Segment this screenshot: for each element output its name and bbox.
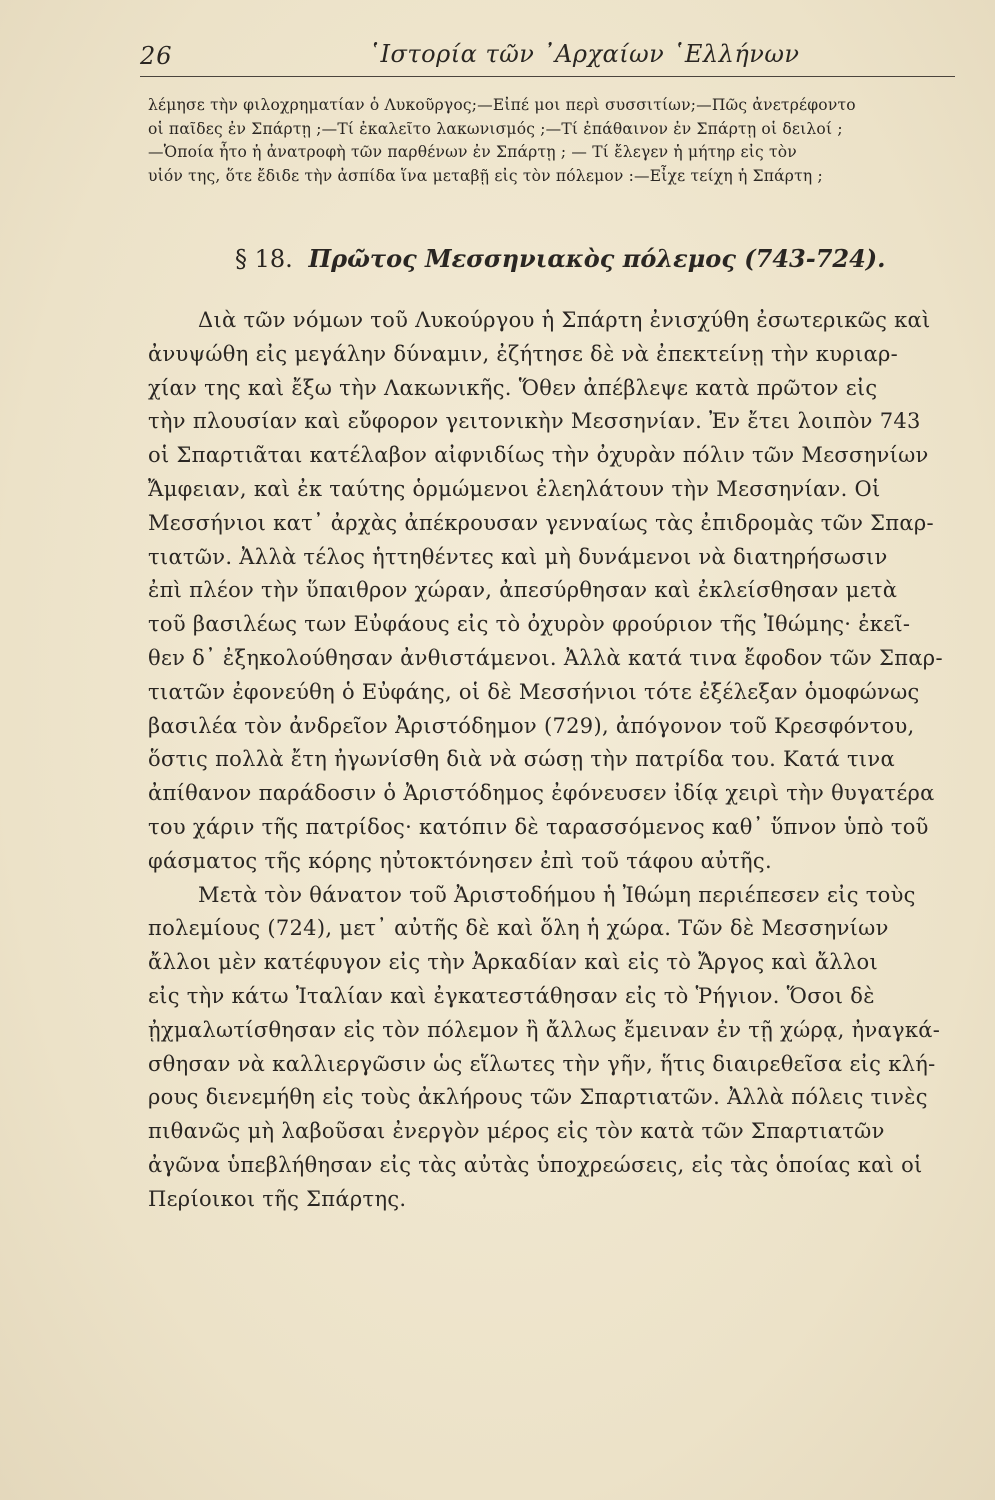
section-heading: [235, 244, 935, 273]
paragraph-line: Ἄμφειαν, καὶ ἐκ ταύτης ὁρμώμενοι ἐλεηλάτουν τὴν Μεσσηνίαν. Οἱ: [148, 476, 881, 501]
paragraph-line: ἀπίθανον παράδοσιν ὁ Ἀριστόδημος ἐφόνευσεν ἰδίᾳ χειρὶ τὴν θυγατέρα: [148, 781, 935, 806]
paragraph-line: εἰς τὴν κάτω Ἰταλίαν καὶ ἐγκατεστάθησαν εἰς τὸ Ῥήγιον. Ὅσοι δὲ: [148, 983, 875, 1008]
paragraph-line: ὅστις πολλὰ ἔτη ἠγωνίσθη διὰ νὰ σώσῃ τὴν πατρίδα του. Κατά τινα: [148, 747, 895, 772]
paragraph-line: τὴν πλουσίαν καὶ εὔφορον γειτονικὴν Μεσσηνίαν. Ἐν ἔτει λοιπὸν 743: [148, 409, 921, 434]
question-line: οἱ παῖδες ἐν Σπάρτῃ ;—Τί ἐκαλεῖτο λακωνισμός ;—Τί ἐπάθαινον ἐν Σπάρτῃ οἱ δειλοί ;: [148, 119, 843, 138]
paragraph-line: σθησαν νὰ καλλιεργῶσιν ὡς εἵλωτες τὴν γῆν, ἥτις διαιρεθεῖσα εἰς κλή-: [148, 1051, 936, 1076]
running-title: ῾Ιστορία τῶν ᾿Αρχαίων ῾Ελλήνων: [368, 40, 800, 68]
paragraph-line: πολεμίους (724), μετ᾿ αὐτῆς δὲ καὶ ὅλη ἡ χώρα. Τῶν δὲ Μεσσηνίων: [148, 916, 889, 941]
paragraph-line: θεν δ᾿ ἐξηκολούθησαν ἀνθιστάμενοι. Ἀλλὰ κατά τινα ἔφοδον τῶν Σπαρ-: [148, 645, 943, 670]
section-number: § 18.: [235, 245, 293, 273]
question-line: υἱόν της, ὅτε ἔδιδε τὴν ἀσπίδα ἵνα μεταβῇ εἰς τὸν πόλεμον :—Εἶχε τείχη ἡ Σπάρτη ;: [148, 166, 823, 185]
paragraph-line: χίαν της καὶ ἔξω τὴν Λακωνικῆς. Ὅθεν ἀπέβλεψε κατὰ πρῶτον εἰς: [148, 375, 878, 400]
question-line: λέμησε τὴν φιλοχρηματίαν ὁ Λυκοῦργος;—Εἰπέ μοι περὶ συσσιτίων;—Πῶς ἀνετρέφοντο: [148, 96, 856, 114]
review-questions: [148, 94, 960, 188]
paragraph-line: τοῦ βασιλέως των Εὐφάους εἰς τὸ ὀχυρὸν φρούριον τῆς Ἰθώμης· ἐκεῖ-: [148, 612, 911, 637]
paragraph-line: ρους διενεμήθη εἰς τοὺς ἀκλήρους τῶν Σπαρτιατῶν. Ἀλλὰ πόλεις τινὲς: [148, 1085, 928, 1110]
paragraph-line: Περίοικοι τῆς Σπάρτης.: [148, 1186, 407, 1211]
question-line: —Ὁποία ἦτο ἡ ἀνατροφὴ τῶν παρθένων ἐν Σπάρτῃ ; — Τί ἔλεγεν ἡ μήτηρ εἰς τὸν: [148, 143, 797, 161]
body-text: [148, 304, 968, 1217]
paragraph-line: πιθανῶς μὴ λαβοῦσαι ἐνεργὸν μέρος εἰς τὸν κατὰ τῶν Σπαρτιατῶν: [148, 1119, 885, 1144]
paragraph-line: του χάριν τῆς πατρίδος· κατόπιν δὲ ταρασσόμενος καθ᾿ ὕπνον ὑπὸ τοῦ: [148, 814, 929, 839]
paragraph-line: ἐπὶ πλέον τὴν ὕπαιθρον χώραν, ἀπεσύρθησαν καὶ ἐκλείσθησαν μετὰ: [148, 578, 898, 603]
page-header: [140, 38, 870, 78]
paragraph-line: Μεσσήνιοι κατ᾿ ἀρχὰς ἀπέκρουσαν γενναίως τὰς ἐπιδρομὰς τῶν Σπαρ-: [148, 510, 934, 535]
paragraph-line: Μετὰ τὸν θάνατον τοῦ Ἀριστοδήμου ἡ Ἰθώμη περιέπεσεν εἰς τοὺς: [198, 882, 916, 907]
paragraph-line: τιατῶν. Ἀλλὰ τέλος ἡττηθέντες καὶ μὴ δυνάμενοι νὰ διατηρήσωσιν: [148, 544, 888, 569]
paragraph-line: Διὰ τῶν νόμων τοῦ Λυκούργου ἡ Σπάρτη ἐνισχύθη ἐσωτερικῶς καὶ: [198, 308, 931, 332]
paragraph-line: ἀγῶνα ὑπεβλήθησαν εἰς τὰς αὐτὰς ὑποχρεώσεις, εἰς τὰς ὁποίας καὶ οἱ: [148, 1152, 923, 1177]
page-number: 26: [140, 42, 173, 70]
paragraph-line: ἄλλοι μὲν κατέφυγον εἰς τὴν Ἀρκαδίαν καὶ εἰς τὸ Ἄργος καὶ ἄλλοι: [148, 950, 879, 975]
section-title: Πρῶτος Μεσσηνιακὸς πόλεμος (743-724).: [308, 244, 886, 273]
paragraph-line: ᾐχμαλωτίσθησαν εἰς τὸν πόλεμον ἢ ἄλλως ἔμειναν ἐν τῇ χώρᾳ, ἠναγκά-: [148, 1017, 941, 1042]
paragraph-line: οἱ Σπαρτιᾶται κατέλαβον αἰφνιδίως τὴν ὀχυρὰν πόλιν τῶν Μεσσηνίων: [148, 443, 929, 468]
header-rule: [140, 76, 955, 77]
paragraph-line: βασιλέα τὸν ἀνδρεῖον Ἀριστόδημον (729), ἀπόγονον τοῦ Κρεσφόντου,: [148, 713, 915, 738]
paragraph-line: φάσματος τῆς κόρης ηὐτοκτόνησεν ἐπὶ τοῦ τάφου αὐτῆς.: [148, 848, 772, 873]
paragraph-line: τιατῶν ἐφονεύθη ὁ Εὐφάης, οἱ δὲ Μεσσήνιοι τότε ἐξέλεξαν ὁμοφώνως: [148, 679, 920, 704]
paragraph-line: ἀνυψώθη εἰς μεγάλην δύναμιν, ἐζήτησε δὲ νὰ ἐπεκτείνῃ τὴν κυριαρ-: [148, 341, 898, 366]
